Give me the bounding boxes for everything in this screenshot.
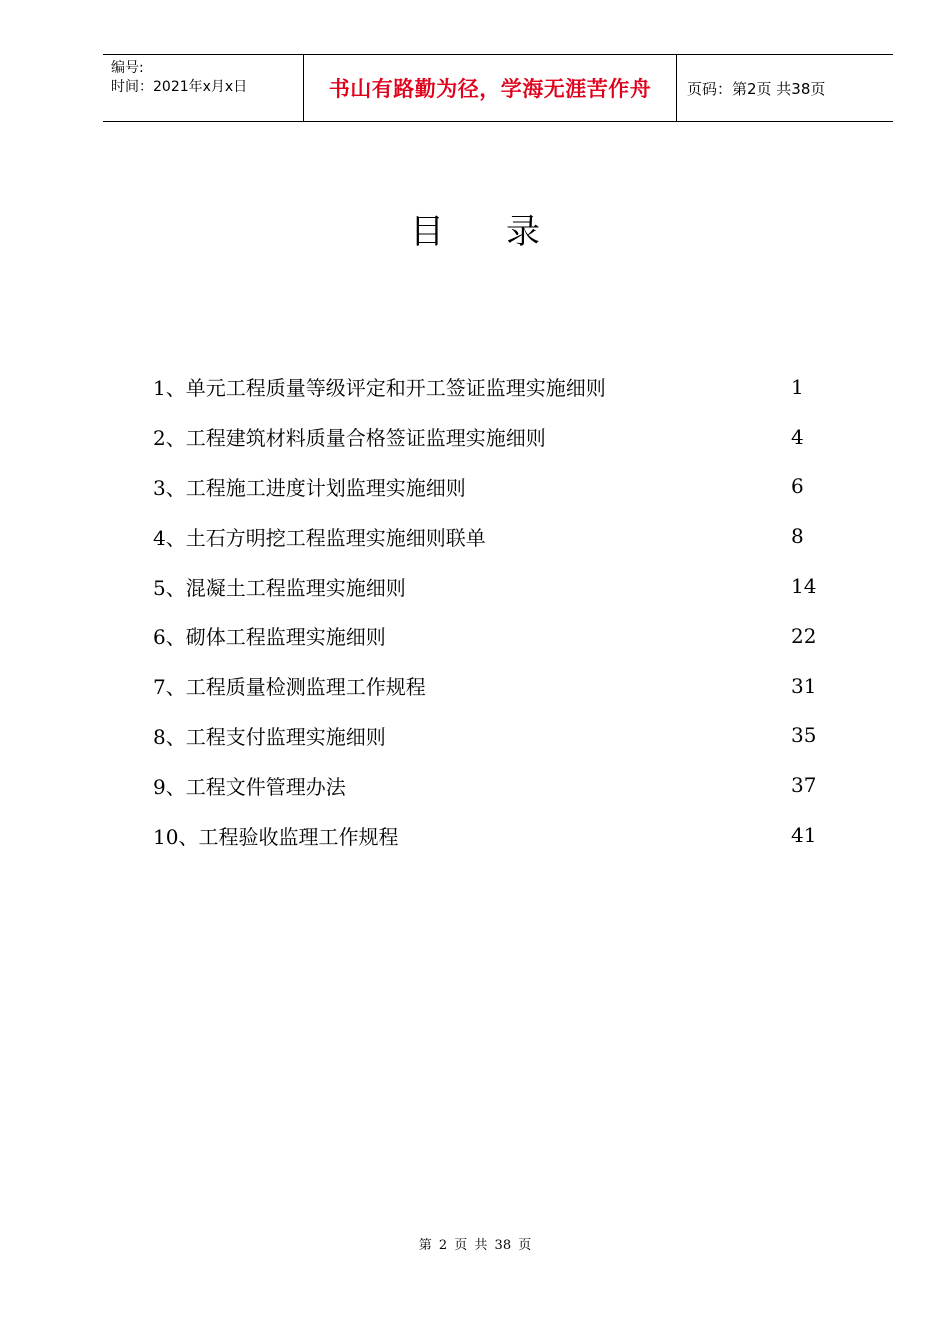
toc-entry[interactable] [153,412,833,462]
toc-entry-title: 3、工程施工进度计划监理实施细则 [153,475,466,500]
toc-entry-title: 4、土石方明挖工程监理实施细则联单 [153,525,486,550]
toc-entry[interactable] [153,810,833,860]
header-page-info: 页码：第2页 共38页 [687,79,826,98]
toc-entry[interactable] [153,711,833,761]
toc-entry[interactable] [153,511,833,561]
toc-entry[interactable] [153,760,833,810]
toc-entry[interactable] [153,462,833,512]
document-time-label: 时间：2021年x月x日 [111,79,248,95]
header-meta [111,59,247,97]
toc-entry-page: 37 [791,773,817,798]
toc-entry[interactable] [153,661,833,711]
toc-entry-title: 10、工程验收监理工作规程 [153,824,399,849]
toc-entry-title: 5、混凝土工程监理实施细则 [153,575,406,600]
toc-entry-page: 35 [791,723,817,748]
page-header [103,54,893,122]
toc-entry-title: 7、工程质量检测监理工作规程 [153,675,426,700]
toc-entry-title: 2、工程建筑材料质量合格签证监理实施细则 [153,426,546,451]
document-number-label: 编号: [111,60,144,76]
toc-entry-page: 14 [791,574,817,599]
toc-entry-page: 6 [791,474,804,499]
toc-entry-page: 41 [791,823,817,848]
toc-entry-page: 4 [791,424,804,449]
toc-entry-title: 6、砌体工程监理实施细则 [153,625,386,650]
toc-entry-title: 9、工程文件管理办法 [153,774,346,799]
toc-entry-title: 1、单元工程质量等级评定和开工签证监理实施细则 [153,376,606,401]
header-motto: 书山有路勤为径，学海无涯苦作舟 [328,77,652,101]
toc-entry-page: 31 [791,673,817,698]
table-of-contents [153,362,833,860]
toc-entry[interactable] [153,561,833,611]
page-footer: 第 2 页 共 38 页 [418,1238,532,1253]
toc-entry-page: 8 [791,524,804,549]
page-title: 目录 [410,212,602,252]
toc-entry-page: 22 [791,623,817,648]
toc-entry-page: 1 [791,374,804,399]
toc-entry[interactable] [153,362,833,412]
toc-entry-title: 8、工程支付监理实施细则 [153,724,386,749]
toc-entry[interactable] [153,611,833,661]
